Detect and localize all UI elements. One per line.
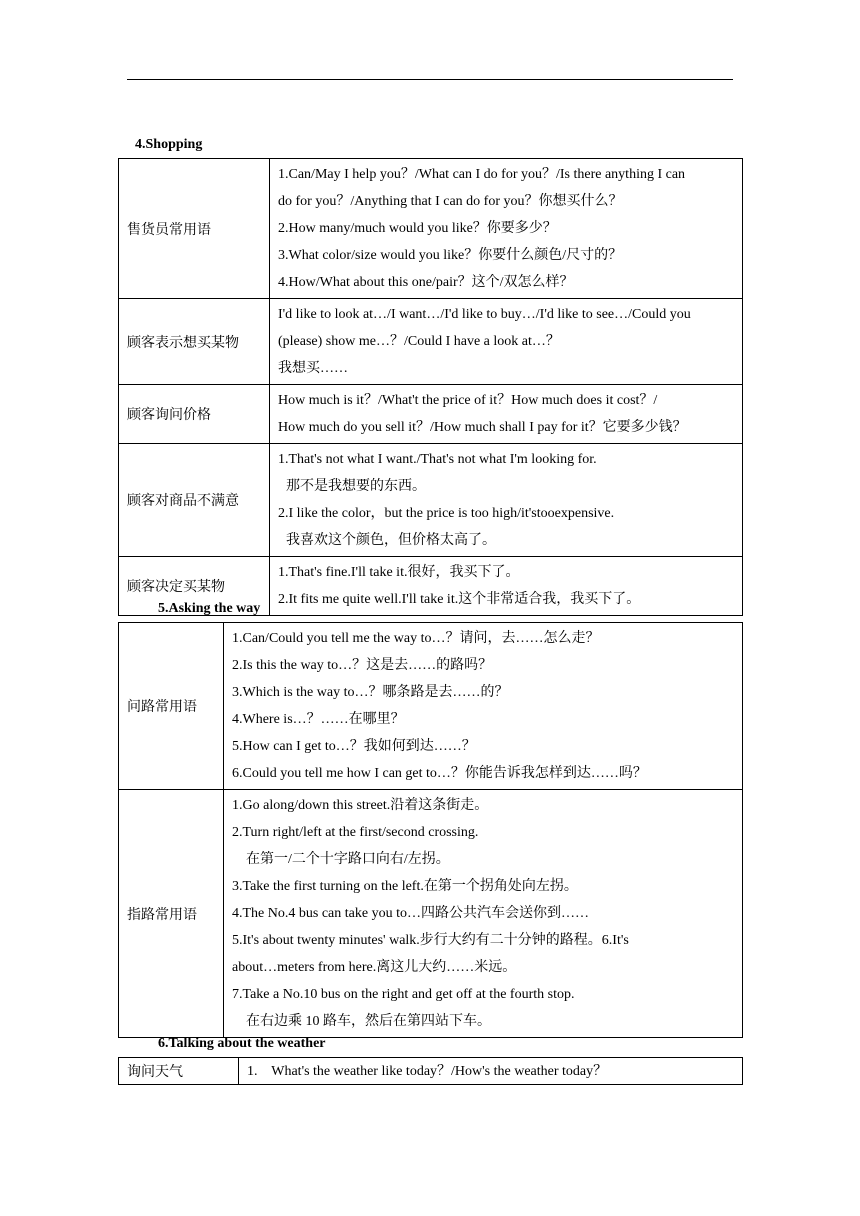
row-label: 顾客表示想买某物: [119, 299, 270, 385]
text-line: 那不是我想要的东西。: [286, 479, 426, 494]
row-content: [270, 159, 743, 299]
row-label: 询问天气: [119, 1058, 239, 1085]
row-content: [270, 557, 743, 616]
table-row: [119, 159, 743, 299]
table-row: [119, 444, 743, 557]
row-label: 顾客询问价格: [119, 385, 270, 444]
text-line: 1.Can/Could you tell me the way to…？请问，去……怎么走？: [232, 631, 600, 646]
table-row: [119, 385, 743, 444]
text-line: 在第一/二个十字路口向右/左拐。: [246, 852, 450, 867]
row-label: 售货员常用语: [119, 159, 270, 299]
weather-table: [118, 1057, 743, 1085]
row-content: [224, 790, 743, 1038]
text-line: 1. What's the weather like today？/How's the weather today？: [247, 1063, 608, 1079]
text-line: 7.Take a No.10 bus on the right and get off at the fourth stop.: [232, 987, 575, 1002]
asking-way-table: [118, 622, 743, 1038]
text-line: 1.Can/May I help you？/What can I do for you？/Is there anything I can: [278, 167, 686, 182]
text-line: 3.Which is the way to…？哪条路是去……的？: [232, 685, 509, 700]
text-line: 5.It's about twenty minutes' walk.步行大约有二十分钟的路程。6.It's: [232, 933, 629, 948]
text-line: 2.I like the color，but the price is too high/it'stooexpensive.: [278, 506, 615, 521]
shopping-table: [118, 158, 743, 616]
text-line: 在右边乘 10 路车，然后在第四站下车。: [246, 1014, 491, 1029]
section-heading-weather: 6.Talking about the weather: [158, 1036, 326, 1051]
text-line: (please) show me…？/Could I have a look at…？: [278, 334, 560, 349]
text-line: How much is it？/What't the price of it？How much does it cost？/: [278, 393, 658, 408]
text-line: 5.How can I get to…？我如何到达……？: [232, 739, 476, 754]
text-line: 6.Could you tell me how I can get to…？你能告诉我怎样到达……吗？: [232, 766, 647, 781]
text-line: I'd like to look at…/I want…/I'd like to buy…/I'd like to see…/Could you: [278, 307, 691, 322]
text-line: 2.It fits me quite well.I'll take it.这个非常适合我，我买下了。: [278, 592, 641, 607]
row-content: [270, 385, 743, 444]
text-line: 4.The No.4 bus can take you to…四路公共汽车会送你到……: [232, 906, 589, 921]
text-line: 2.How many/much would you like？你要多少？: [278, 221, 557, 236]
text-line: do for you？/Anything that I can do for you？你想买什么？: [278, 194, 623, 209]
row-label: 顾客决定买某物: [119, 557, 270, 616]
text-line: 3.What color/size would you like？你要什么颜色/尺寸的？: [278, 248, 623, 263]
text-line: 我喜欢这个颜色，但价格太高了。: [286, 533, 496, 548]
row-content: [270, 299, 743, 385]
row-content: [270, 444, 743, 557]
text-line: 我想买……: [278, 361, 348, 376]
text-line: 3.Take the first turning on the left.在第一个拐角处向左拐。: [232, 879, 578, 894]
row-label: 顾客对商品不满意: [119, 444, 270, 557]
header-rule: [127, 79, 733, 80]
table-row: [119, 299, 743, 385]
text-line: 4.How/What about this one/pair？这个/双怎么样？: [278, 275, 574, 290]
section-heading-shopping: 4.Shopping: [135, 137, 203, 152]
table-row: [119, 790, 743, 1038]
row-content: [239, 1058, 743, 1085]
text-line: about…meters from here.离这儿大约……米远。: [232, 960, 517, 975]
text-line: 1.That's not what I want./That's not what I'm looking for.: [278, 452, 597, 467]
text-line: 1.Go along/down this street.沿着这条街走。: [232, 798, 489, 813]
text-line: 2.Turn right/left at the first/second crossing.: [232, 825, 479, 840]
text-line: How much do you sell it？/How much shall I pay for it？它要多少钱？: [278, 420, 687, 435]
section-heading-asking-the-way: 5.Asking the way: [158, 601, 261, 616]
row-label: 指路常用语: [119, 790, 224, 1038]
text-line: 2.Is this the way to…？这是去……的路吗？: [232, 658, 493, 673]
row-content: [224, 623, 743, 790]
text-line: 4.Where is…？……在哪里？: [232, 712, 405, 727]
row-label: 问路常用语: [119, 623, 224, 790]
table-row: [119, 623, 743, 790]
text-line: 1.That's fine.I'll take it.很好，我买下了。: [278, 565, 520, 580]
table-row: [119, 1058, 743, 1085]
